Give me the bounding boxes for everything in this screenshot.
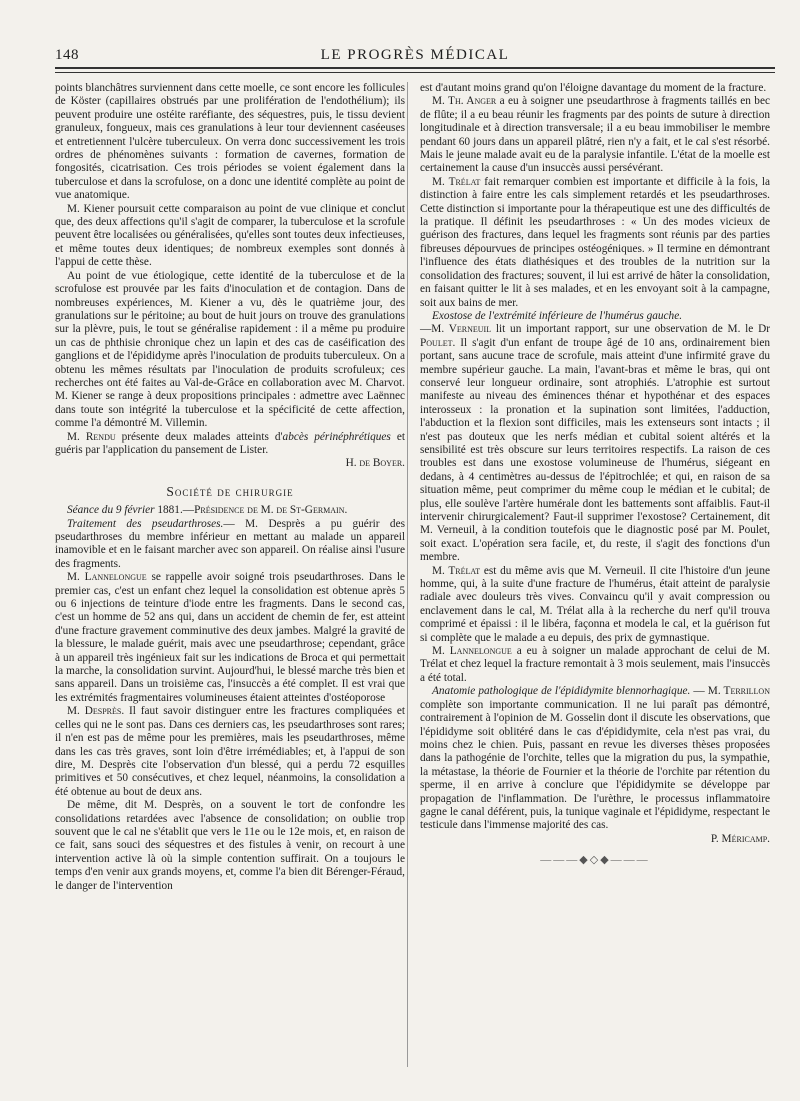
paragraph (55, 518, 405, 572)
paragraph: est d'autant moins grand qu'on l'éloigne davantage du moment de la fracture. (420, 82, 767, 94)
paragraph (420, 95, 770, 175)
paragraph: Au point de vue étiologique, cette identité de la tuberculose et de la scrofulose est prouvée par les faits d'inoculation et de contagion. Dans de nombreuses expériences, M. Kiener a vu, dès le quatrième jour, des granulations sur le péritoine; au bout de huit jours on trouve des granulations sur la plèvre, puis, le tout se généralise rapidement : il a même pu produire un cas de phthisie chronique chez un lapin et des cas de caséification des ganglions et de l'épididyme après l'inoculation de produits tuberculeux. On a obtenu les mêmes résultats par l'inoculation de produits scrofuleux; ces recherches ont été faites au Val-de-Grâce en collaboration avec M. Charvot. M. Kiener se range à deux propositions principales : admettre avec Laënnec dans toute son intégrité la tuberculose et la spécificité de cette affection, comme l'a démontré M. Villemin. (55, 269, 405, 430)
speaker-name: M. Trélat (432, 175, 481, 188)
signature: H. de Boyer. (345, 457, 405, 470)
italic-term: abcès périnéphrétiques (282, 430, 391, 443)
session-line (55, 504, 405, 517)
subsection-title: Anatomie pathologique de l'épididymite blennorhagique. (432, 685, 691, 698)
section-heading: Société de chirurgie (166, 483, 294, 499)
speaker-name: —M. Verneuil (420, 323, 492, 336)
header-rule-thick (55, 67, 775, 69)
speaker-name: M. Trélat (432, 564, 481, 577)
text-run: Il faut savoir distinguer entre les fractures compliquées et celles qui ne le sont pas. Dans ces derniers cas, les pseudarthroses sont rares; il n'en est pas de même pour les premières, mais les pseudarthroses, même dans les cas très graves, sont loin d'être irrémédiables; et, à l'appui de son dire, M. Desprès cite l'observation d'un blessé, qui a perdu 72 esquilles primitives et 50 consécutives, et chez lequel, néanmoins, la consolidation a été obtenue au bout de deux ans. (55, 705, 405, 798)
header-rule-thin (55, 72, 775, 73)
paragraph: De même, dit M. Desprès, on a souvent le tort de confondre les consolidations retardées avec l'absence de consolidation; on oublie trop souvent que le cal ne s'établit que vers le 11e ou le 12e mois, et, en raison de ce fait, sans souci des séquestres et des fistules à venir, on recourt à une intervention active là où la simple contention suffirait. On a toujours le temps d'en venir aux grands moyens, et, comme l'a bien dit Bérenger-Féraud, le danger de l'intervention (55, 799, 405, 892)
session-year: 1881.— (154, 504, 195, 517)
paragraph (420, 645, 770, 685)
paragraph (55, 705, 405, 799)
text-run: est du même avis que M. Verneuil. Il cite l'histoire d'un jeune homme, qui, à la suite d'une fracture de l'humérus, était atteint de paralysie radiale avec douleurs très vives. Convaincu qu'il y avait compression ou enclavement dans le cal, M. Trélat alla à la recherche du nerf qu'il trouva comprimé et épaissi : il le libéra, façonna et modela le cal, et la guérison fut si complète que le malade a eu depuis, des prix de gymnastique. (420, 564, 770, 644)
page-number: 148 (55, 47, 79, 63)
speaker-name: M. Th. Anger (432, 95, 497, 108)
paragraph (420, 565, 770, 645)
paragraph (420, 323, 770, 564)
text-run: présente deux malades atteints d' (115, 430, 283, 443)
paragraph (55, 431, 405, 458)
text-run: — M. Desprès a pu guérir des pseudarthroses du membre inférieur en mettant au malade un appareil inamovible et en le faisant marcher avec son appareil. On réalise ainsi l'usure des fragments. (55, 517, 405, 570)
paragraph (420, 685, 770, 832)
subsection-title: Exostose de l'extrémité inférieure de l'humérus gauche. (432, 309, 683, 322)
text-run: a eu à soigner un malade approchant de celui de M. Trélat et chez lequel la fracture remontait à 3 mois seulement, mais l'insuccès a été total. (420, 645, 771, 684)
paragraph: points blanchâtres surviennent dans cette moelle, ce sont encore les follicules de Köster (capillaires obstrués par une prolifération de l'endothélium); ils peuvent produire une ostéite raréfiante, des séquestres, puis, le tissu devient granuleux, fongueux, mais ces granulations à leur tour deviennent caséeuses et entretiennent l'ulcère tuberculeux. On verra donc successivement les trois ordres de phénomènes suivants : formation de cavernes, formation de fongosités, cicatrisation. Ces trois périodes se voient également dans la tuberculose et dans la scrofulose, on a donc une identité complète au point de vue anatomique. (55, 82, 405, 202)
right-column (420, 82, 770, 868)
text-run: et guéris par l'application du pansement de Lister. (55, 430, 405, 456)
subsection-title: Traitement des pseudarthroses. (67, 517, 224, 530)
paragraph: M. Kiener poursuit cette comparaison au point de vue clinique et conclut que, des deux affections qu'il s'agit de comparer, la tuberculose et la scrofule peuvent être localisées ou généralisées, qu'elles sont toutes deux infectieuses, et même toutes deux identiques; de nombreux exemples sont donnés à l'appui de cette thèse. (55, 202, 405, 269)
journal-title: LE PROGRÈS MÉDICAL (320, 47, 510, 63)
left-column (55, 82, 405, 893)
session-date: Séance du 9 février (67, 504, 155, 517)
column-divider (407, 82, 408, 1067)
text-run: complète son importante communication. Il ne lui paraît pas démontré, contrairement à l'opinion de M. Gosselin dont il discute les observations, que l'épididyme soit oblitéré dans le cas d'épididymite, cela n'est pas vrai, du moins chez le chien. Puis, passant en revue les diverses thèses proposées dans la pathogénie de l'orchite, telles que la migration du pus, la sympathie, la métastase, la théorie de Fournier et la théorie de l'orchite par rétention du sperme, il en arrive à conclure que l'épididymite se développe par propagation de l'inflammation. De l'urèthre, le processus inflammatoire gagne le canal déférent, puis, la tunique vaginale et l'épididyme, respectant le testicule dans l'immense majorité des cas. (420, 698, 770, 832)
speaker-name: M. Lannelongue (432, 645, 512, 658)
paragraph (420, 176, 770, 310)
speaker-name: M. Lannelongue (67, 571, 147, 584)
text-run: lit un important rapport, sur une observation de M. le Dr (491, 323, 770, 336)
text-run: a eu à soigner une pseudarthrose à fragments taillés en bec de flûte; il a eu beau réunir les fragments par des points de suture à direction longitudinale et à direction transversale; il a eu beau immobiliser le membre pendant 60 jours dans un appareil plâtré, rien n'y a fait, et le cal s'est résorbé. Mais le jeune malade avait eu de la paralysie infantile. L'état de la moelle est certainement la cause d'un insuccès aussi persévérant. (420, 95, 770, 175)
speaker-name: M. Rendu (67, 430, 116, 443)
paragraph (55, 571, 405, 705)
speaker-name: M. Desprès. (67, 705, 125, 718)
session-presidence: Présidence de M. de St-Germain. (194, 504, 348, 517)
text-run: se rappelle avoir soigné trois pseudarthroses. Dans le premier cas, c'est un enfant chez lequel la consolidation est obtenue après 5 ou 6 injections de teinture d'iode entre les fragments. Dans le second cas, c'est un homme de 52 ans qui, dans un accident de chemin de fer, est atteint d'une fracture gravement comminutive des deux jambes. Malgré la gravité de la blessure, le malade guérit, mais avec une pseudarthrose; cependant, grâce à un appareil très ingénieux fait sur les indications de Broca et qui permettait la marche, la consolidation survint. Aujourd'hui, le blessé marche très bien et sans appareil. Dans un troisième cas, l'insuccès a été complet. Il est vrai que les extrémités fragmentaires volumineuses étaient atteintes d'ostéoporose (55, 571, 405, 704)
end-ornament: ———◆◇◆——— (540, 854, 650, 867)
speaker-name: Poulet. (420, 336, 456, 349)
paragraph (420, 310, 770, 323)
signature: P. Méricamp. (710, 832, 770, 845)
text-run: Il s'agit d'un enfant de troupe âgé de 10 ans, ordinairement bien portant, sans aucune trace de scrofule, mais atteint d'une infirmité grave du membre supérieur gauche. La main, l'avant-bras et même le bras, qui ont conservé leur longueur ordinaire, sont atrophiés. L'atrophie est surtout manifeste au niveau des éminences thénar et hypothénar et des espaces interosseux : la pronation et la supination sont limitées, l'adduction, l'abduction et la flexion sont difficiles, mais les extenseurs sont intacts ; il n'est pas douteux que les nerfs médian et cubital soient altérés et la sensibilité est très obscure sur leurs territoires respectifs. La raison de ces troubles est dans une exostose volumineuse de l'humérus, siégeant en dedans, à 4 centimètres au-dessus de l'épitrochlée; et qui, en raison de sa situation même, peut comprimer du même coup le médian et le cubital; de plus, elle soulève l'artère humérale dont les battements sont affaiblis. Faut-il intervenir chirurgicalement? Faut-il supprimer l'exostose? Certainement, dit M. Verneuil, à la condition toutefois que le diagnostic posé par M. Poulet, soit exact. L'opération sera facile, et, du reste, il s'agit des fonctions d'un membre. (420, 336, 770, 564)
speaker-name: — M. Terrillon (690, 685, 770, 698)
text-run: fait remarquer combien est importante et difficile à la fois, la distinction à faire entre les cals simplement retardés et les pseudarthroses. Cette distinction si importante pour la thérapeutique est une des difficultés de la pratique. Il définit les pseudarthroses : « Un des modes vicieux de guérison des fractures, dans lequel les fragments sont réunis par des parties fibreuses dépourvues de principes ostéogéniques. » Il termine en démontrant l'influence des états diathésiques et des troubles de la nutrition sur la consolidation des fractures; souvent, il lui est arrivé de hâter la consolidation, en faisant quitter le lit à ses malades, et en les envoyant soit à la campagne, soit aux bains de mer. (420, 175, 771, 309)
